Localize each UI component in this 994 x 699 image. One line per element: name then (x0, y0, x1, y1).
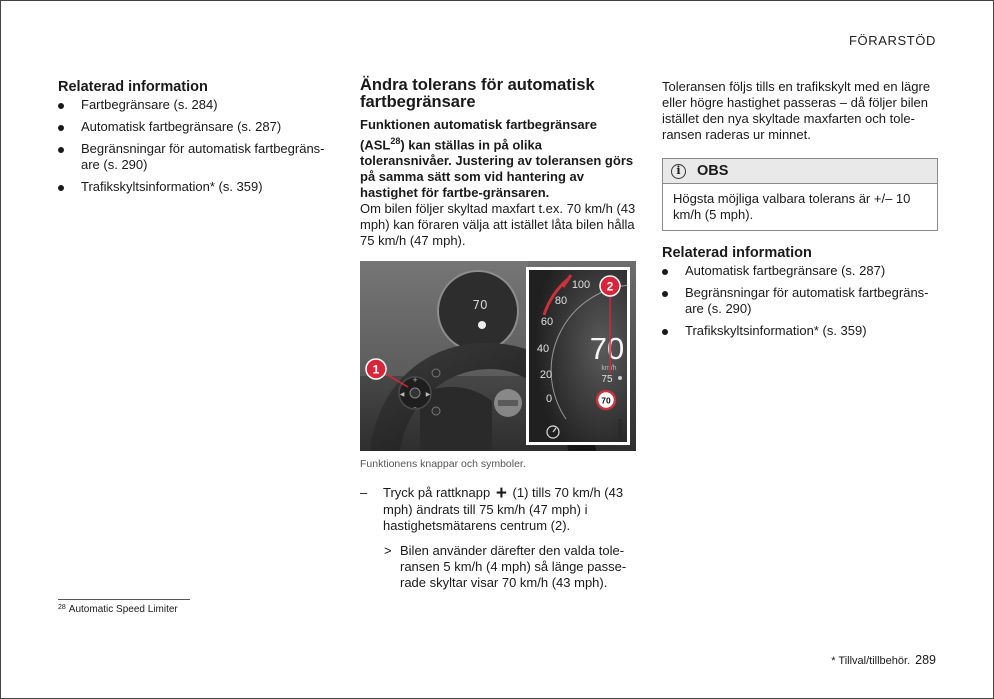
note-box (662, 158, 938, 231)
body-paragraph: Om bilen följer skyltad maxfart t.ex. 70 km/h (43 mph) kan föraren välja att istället låta bilen hålla 75 km/h (47 mph). (360, 201, 636, 249)
right-column (662, 79, 938, 345)
gauge-tick-0: 0 (545, 393, 553, 406)
svg-text:+: + (412, 376, 418, 385)
gauge-tick-20: 20 (539, 369, 553, 382)
middle-column (360, 77, 636, 591)
plus-icon: + (495, 483, 507, 505)
speed-sign-value: 70 (601, 395, 611, 406)
note-header (663, 159, 937, 184)
bullet-icon (58, 125, 64, 131)
set-speed: 75 (601, 374, 613, 386)
related-info-list (662, 263, 938, 339)
asl-icon (618, 376, 622, 380)
footer-note: * Tillval/tillbehör. (831, 655, 911, 667)
list-item[interactable]: Fartbegränsare (s. 284) (58, 97, 333, 113)
step-dash: – (360, 485, 368, 501)
note-title: OBS (697, 163, 729, 179)
speed-unit: km/h (601, 365, 617, 373)
info-icon: i (671, 164, 686, 179)
page-footer (831, 653, 936, 667)
footnote-marker: 28 (58, 604, 66, 611)
figure-caption: Funktionens knappar och symboler. (360, 458, 526, 471)
gauge-tick-80: 80 (554, 295, 568, 308)
svg-text:–: – (413, 403, 417, 412)
step-result: > Bilen använder därefter den valda tole-ransen 5 km/h (4 mph) så länge passe-rade skyltar visar 70 km/h (43 mph). (384, 543, 627, 591)
related-info-list (58, 97, 333, 195)
current-speed: 70 (589, 331, 625, 367)
list-item[interactable]: Begränsningar för automatisk fartbegräns-are (s. 290) (58, 141, 333, 173)
related-info-heading: Relaterad information (58, 79, 208, 95)
related-info-heading: Relaterad information (662, 245, 812, 261)
svg-text:▶: ▶ (425, 391, 431, 399)
dashboard-illustration-svg (360, 261, 636, 451)
left-column (58, 79, 333, 201)
dashboard-illustration (360, 261, 636, 451)
svg-text:◀: ◀ (399, 391, 405, 399)
footnote (58, 604, 178, 615)
callout-2-label: 2 (606, 279, 614, 294)
bullet-icon (662, 291, 668, 297)
callout-1-label: 1 (372, 362, 380, 377)
bullet-icon (58, 103, 64, 109)
gauge-tick-60: 60 (540, 316, 554, 329)
cluster-sign-icon (478, 321, 486, 329)
page-number: 289 (915, 653, 936, 667)
intro-text: Funktionen automatisk fartbegränsare (ASL$^{28}$) kan ställas in på olika toleransnivåer. Justering av toleransen görs på samma sätt som vid hantering av hastighet för fartbe-gränsaren. (360, 117, 634, 201)
footnote-text: Automatic Speed Limiter (68, 604, 178, 615)
tolerance-paragraph: Toleransen följs tills en trafikskylt med en lägre eller högre hastighet passeras – då följer bilen istället den nya skyltade maxfarten och tole-ransen raderas ur minnet. (662, 79, 931, 142)
cluster-speed: 70 (472, 298, 488, 313)
note-body: Högsta möjliga valbara tolerans är +/– 10 km/h (5 mph). (673, 191, 911, 222)
gauge-tick-100: 100 (571, 279, 591, 292)
figure-code: G046854 (618, 418, 624, 440)
footnote-ref[interactable]: 28 (390, 136, 401, 146)
bullet-icon (58, 147, 64, 153)
instruction-step: – Tryck på rattknapp + (1) tills 70 km/h (43 mph) ändrats till 75 km/h (47 mph) i hastighetsmätarens centrum (2). (360, 483, 624, 534)
steering-wheel-emblem (494, 389, 522, 417)
bullet-icon (662, 269, 668, 275)
page-title: Ändra tolerans för automatisk fartbegränsare (360, 76, 595, 111)
list-item[interactable]: Trafikskyltsinformation* (s. 359) (58, 179, 333, 195)
list-item[interactable]: Automatisk fartbegränsare (s. 287) (662, 263, 938, 279)
list-item[interactable]: Automatisk fartbegränsare (s. 287) (58, 119, 333, 135)
section-header: FÖRARSTÖD (848, 33, 936, 48)
bullet-icon (662, 329, 668, 335)
bullet-icon (58, 185, 64, 191)
result-arrow-icon: > (384, 543, 392, 559)
footnote-divider (58, 599, 190, 600)
list-item[interactable]: Begränsningar för automatisk fartbegräns-are (s. 290) (662, 285, 938, 317)
list-item[interactable]: Trafikskyltsinformation* (s. 359) (662, 323, 938, 339)
gauge-tick-40: 40 (536, 343, 550, 356)
